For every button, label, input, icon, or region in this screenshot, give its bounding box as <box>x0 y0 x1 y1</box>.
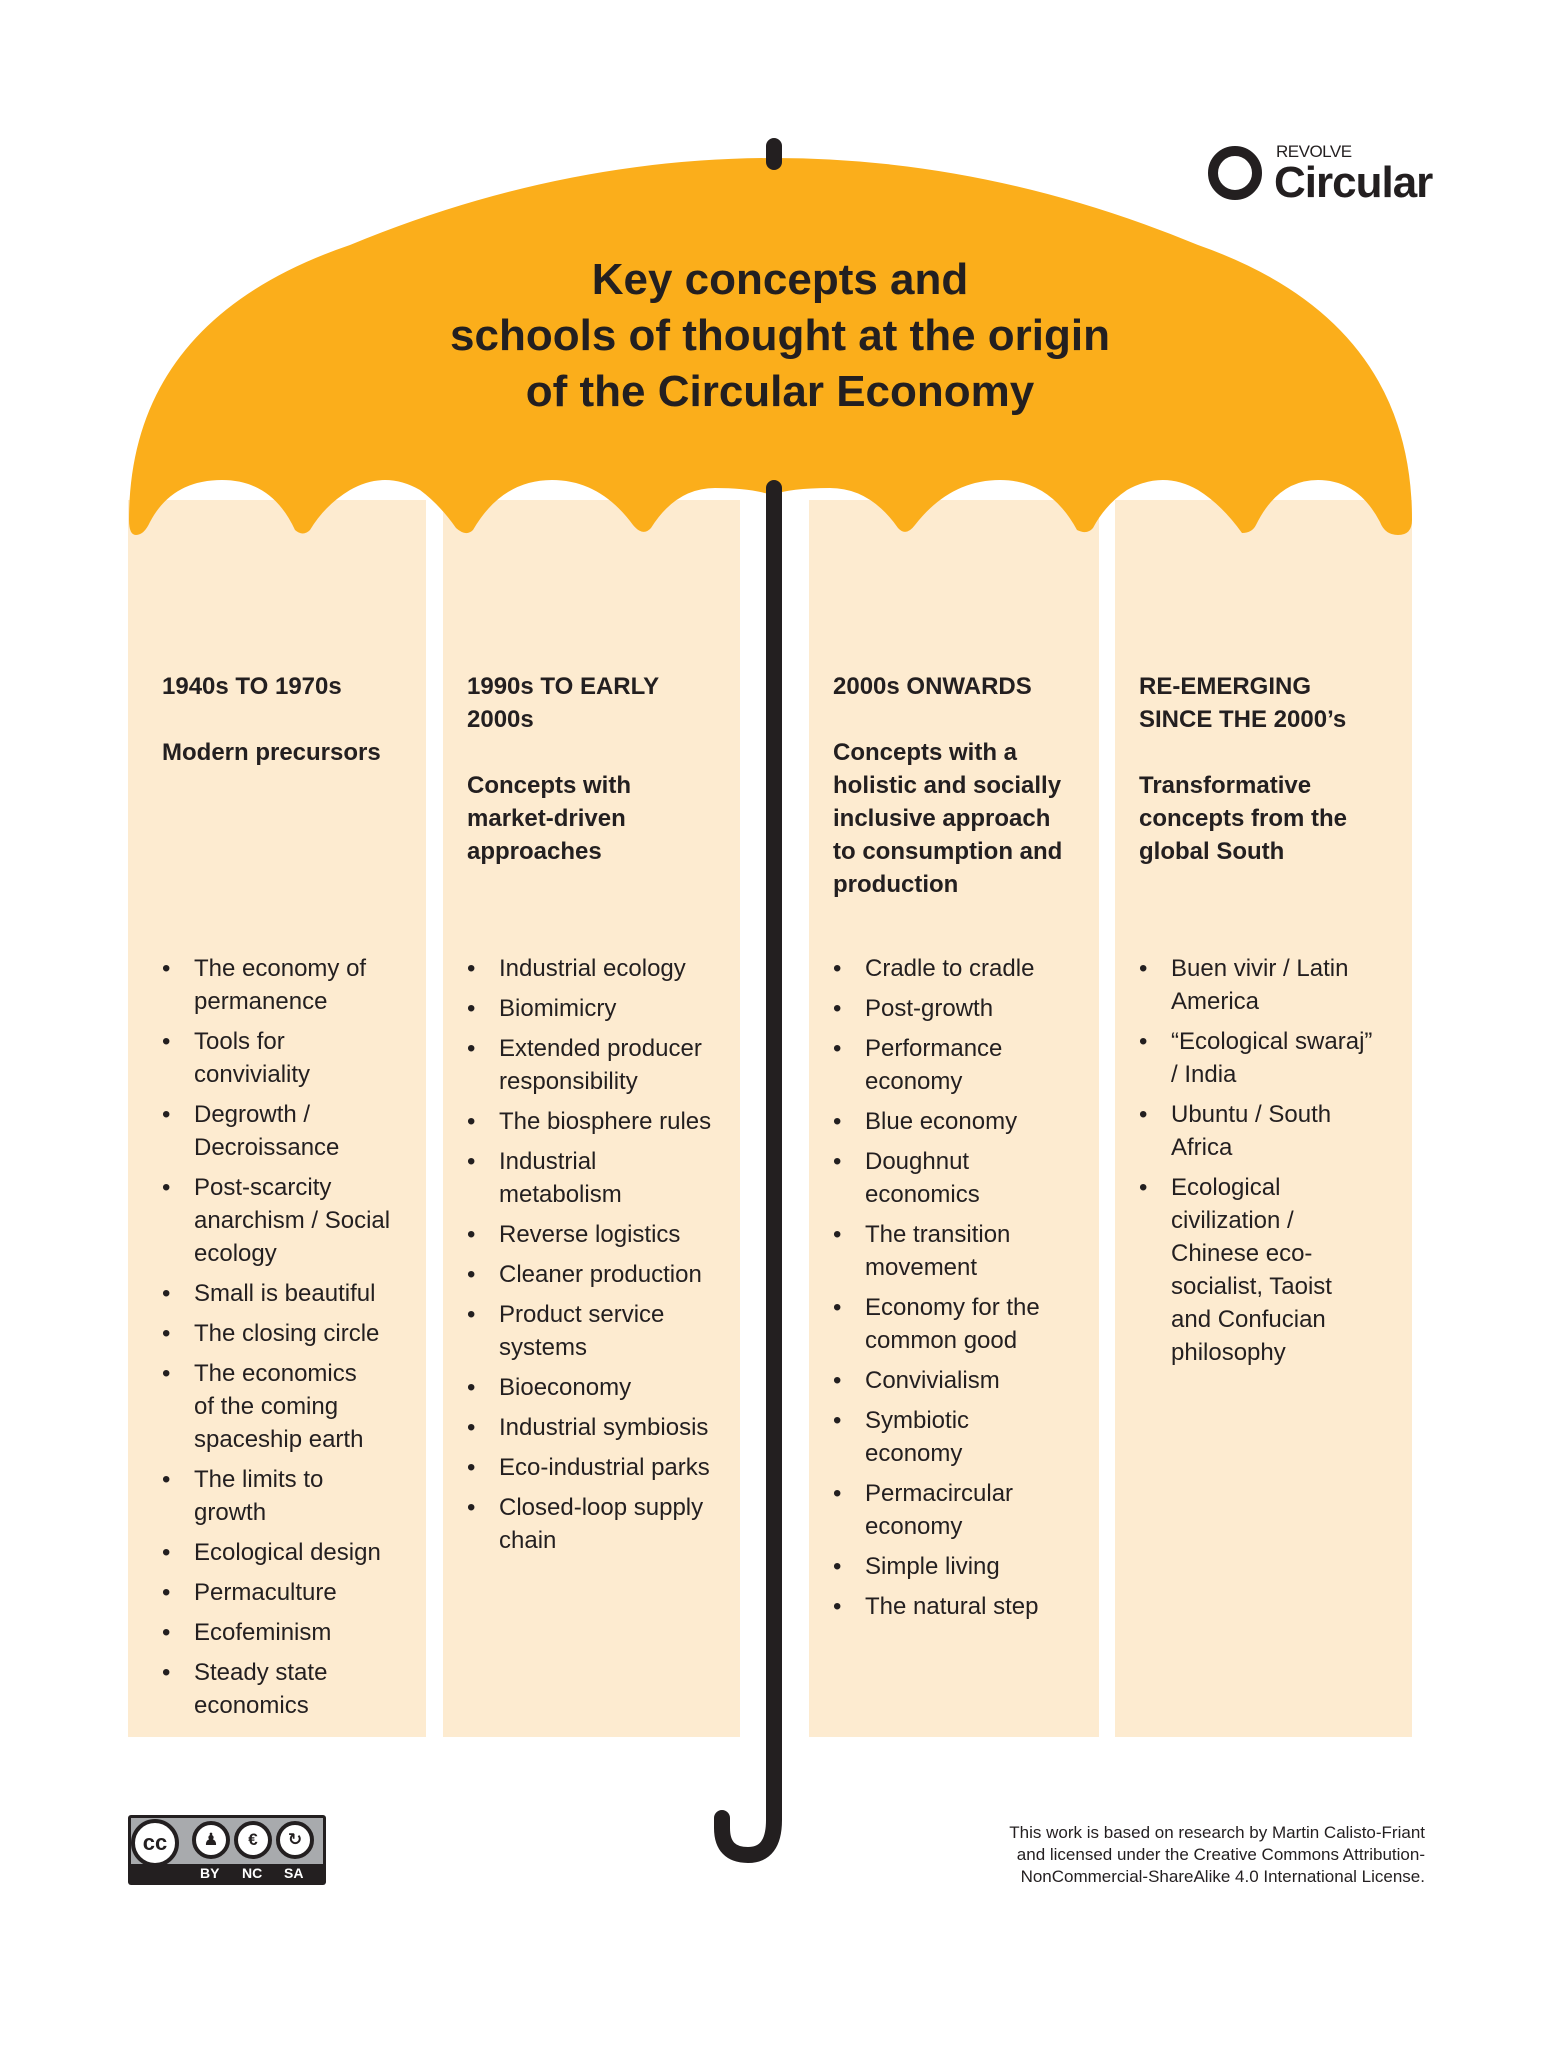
concept-item <box>833 1404 1040 1470</box>
concept-item <box>162 1277 390 1310</box>
heading-line: to consumption and <box>833 838 1063 865</box>
heading-line: approaches <box>467 838 602 865</box>
concept-item <box>467 1491 711 1557</box>
concept-line: Decroissance <box>194 1134 340 1161</box>
cc-icon: cc <box>131 1819 179 1867</box>
bullet-icon: • <box>1139 955 1148 982</box>
bullet-icon: • <box>162 1659 171 1686</box>
concept-line: Degrowth / <box>194 1101 311 1128</box>
bullet-icon: • <box>162 1579 171 1606</box>
concept-item <box>162 1025 390 1091</box>
concept-item <box>467 1105 711 1138</box>
concept-line: Permacircular <box>865 1480 1014 1507</box>
concept-line: anarchism / Social <box>194 1207 391 1234</box>
concept-line: and Confucian <box>1171 1306 1326 1333</box>
bullet-icon: • <box>833 1480 842 1507</box>
concept-line: ecology <box>194 1240 277 1267</box>
page-title: Key concepts and schools of thought at the origin of the Circular Economy <box>450 255 1110 416</box>
concept-line: Economy for the <box>865 1294 1040 1321</box>
concept-line: Industrial ecology <box>499 955 686 982</box>
heading-line: Modern precursors <box>162 739 381 766</box>
concept-line: Buen vivir / Latin <box>1171 955 1349 982</box>
concept-item <box>162 1576 390 1609</box>
concept-line: philosophy <box>1171 1339 1286 1366</box>
concept-line: economy <box>865 1440 963 1467</box>
bullet-icon: • <box>833 1294 842 1321</box>
bullet-icon: • <box>467 1035 476 1062</box>
bullet-icon: • <box>467 1221 476 1248</box>
bullet-icon: • <box>1139 1101 1148 1128</box>
cc-license-badge <box>128 1815 326 1885</box>
concept-line: permanence <box>194 988 328 1015</box>
concept-item <box>162 1171 390 1270</box>
bullet-icon: • <box>833 1108 842 1135</box>
bullet-icon: • <box>467 1148 476 1175</box>
concept-item <box>467 1371 711 1404</box>
concept-line: movement <box>865 1254 978 1281</box>
concept-item <box>833 1145 1040 1211</box>
bullet-icon: • <box>833 995 842 1022</box>
concept-line: Cradle to cradle <box>865 955 1035 982</box>
bullet-icon: • <box>162 1360 171 1387</box>
bullet-icon: • <box>162 1619 171 1646</box>
revolve-circular-logo <box>1208 140 1438 210</box>
heading-line: Concepts with a <box>833 739 1018 766</box>
column-period <box>1139 670 1401 736</box>
column-heading <box>162 736 417 769</box>
column-1940s <box>162 670 417 1719</box>
concept-line: conviviality <box>194 1061 311 1088</box>
concept-line: Post-scarcity <box>194 1174 332 1201</box>
heading-line: global South <box>1139 838 1285 865</box>
concept-line: Ecological <box>1171 1174 1281 1201</box>
concept-line: Tools for <box>194 1028 285 1055</box>
column-1990s <box>467 670 729 1554</box>
bullet-icon: • <box>162 1539 171 1566</box>
concept-line: spaceship earth <box>194 1426 364 1453</box>
concept-item <box>467 1411 711 1444</box>
heading-line: Concepts with <box>467 772 632 799</box>
concept-list <box>162 952 390 1729</box>
bullet-icon: • <box>467 1414 476 1441</box>
concept-line: Industrial symbiosis <box>499 1414 709 1441</box>
concept-item <box>833 1364 1040 1397</box>
concept-item <box>162 1656 390 1722</box>
bullet-icon: • <box>467 995 476 1022</box>
concept-list <box>467 952 711 1564</box>
concept-item <box>467 1032 711 1098</box>
concept-line: economy <box>865 1513 963 1540</box>
concept-line: Eco-industrial parks <box>499 1454 710 1481</box>
concept-item <box>833 992 1040 1025</box>
heading-line: concepts from the <box>1139 805 1348 832</box>
cc-label-sa: SA <box>284 1865 304 1881</box>
column-heading <box>833 736 1095 901</box>
concept-item <box>467 952 711 985</box>
concept-item <box>1139 1098 1372 1164</box>
concept-line: Simple living <box>865 1553 1000 1580</box>
concept-line: Performance <box>865 1035 1003 1062</box>
bullet-icon: • <box>467 955 476 982</box>
bullet-icon: • <box>467 1301 476 1328</box>
concept-item <box>162 1317 390 1350</box>
concept-line: / India <box>1171 1061 1237 1088</box>
concept-item <box>162 1098 390 1164</box>
bullet-icon: • <box>467 1374 476 1401</box>
column-period <box>467 670 729 736</box>
concept-line: Extended producer <box>499 1035 702 1062</box>
concept-line: chain <box>499 1527 557 1554</box>
bullet-icon: • <box>162 1028 171 1055</box>
noncommercial-icon: € <box>234 1821 272 1859</box>
concept-item <box>833 1032 1040 1098</box>
concept-item <box>833 952 1040 985</box>
concept-line: Small is beautiful <box>194 1280 376 1307</box>
concept-item <box>162 1463 390 1529</box>
concept-item <box>467 1258 711 1291</box>
concept-line: Chinese eco- <box>1171 1240 1313 1267</box>
concept-line: Ubuntu / South <box>1171 1101 1332 1128</box>
concept-item <box>833 1105 1040 1138</box>
column-heading <box>1139 769 1401 868</box>
heading-line: production <box>833 871 959 898</box>
concept-line: Permaculture <box>194 1579 337 1606</box>
concept-line: The economy of <box>194 955 367 982</box>
concept-item <box>833 1550 1040 1583</box>
bullet-icon: • <box>833 955 842 982</box>
concept-line: socialist, Taoist <box>1171 1273 1332 1300</box>
concept-line: growth <box>194 1499 267 1526</box>
heading-line: holistic and socially <box>833 772 1062 799</box>
concept-line: Bioeconomy <box>499 1374 632 1401</box>
concept-line: economy <box>865 1068 963 1095</box>
bullet-icon: • <box>467 1108 476 1135</box>
concept-line: “Ecological swaraj” <box>1171 1028 1373 1055</box>
bullet-icon: • <box>833 1221 842 1248</box>
concept-item <box>162 1616 390 1649</box>
bullet-icon: • <box>833 1593 842 1620</box>
concept-line: responsibility <box>499 1068 638 1095</box>
column-period <box>833 670 1095 703</box>
concept-line: The closing circle <box>194 1320 380 1347</box>
logo-small-text: REVOLVE <box>1276 142 1352 161</box>
attribution-icon: ♟ <box>192 1821 230 1859</box>
heading-line: inclusive approach <box>833 805 1051 832</box>
bullet-icon: • <box>162 1466 171 1493</box>
concept-item <box>467 1451 711 1484</box>
concept-line: metabolism <box>499 1181 622 1208</box>
period-line: 1940s TO 1970s <box>162 673 342 700</box>
cc-label-nc: NC <box>242 1865 263 1881</box>
sharealike-icon: ↻ <box>276 1821 314 1859</box>
concept-line: America <box>1171 988 1260 1015</box>
bullet-icon: • <box>162 1280 171 1307</box>
concept-item <box>833 1218 1040 1284</box>
concept-line: Biomimicry <box>499 995 617 1022</box>
concept-item <box>162 1536 390 1569</box>
bullet-icon: • <box>162 1174 171 1201</box>
column-2000s <box>833 670 1095 1620</box>
concept-item <box>467 1218 711 1251</box>
concept-item <box>1139 1171 1372 1369</box>
bullet-icon: • <box>467 1454 476 1481</box>
concept-line: Product service <box>499 1301 665 1328</box>
concept-line: of the coming <box>194 1393 339 1420</box>
bullet-icon: • <box>833 1407 842 1434</box>
concept-item <box>467 1145 711 1211</box>
bullet-icon: • <box>467 1494 476 1521</box>
concept-line: Reverse logistics <box>499 1221 681 1248</box>
bullet-icon: • <box>162 955 171 982</box>
concept-item <box>833 1477 1040 1543</box>
concept-line: The transition <box>865 1221 1011 1248</box>
concept-line: Industrial <box>499 1148 597 1175</box>
concept-line: Doughnut <box>865 1148 970 1175</box>
license-credit: This work is based on research by Martin Calisto-Friant and licensed under the Creative Commons Attribution- NonCommercial-ShareAlike 4.0 International License. <box>1009 1823 1425 1886</box>
period-line: 2000s ONWARDS <box>833 673 1032 700</box>
concept-line: common good <box>865 1327 1018 1354</box>
logo-big-text: Circular <box>1274 158 1433 207</box>
bullet-icon: • <box>833 1148 842 1175</box>
concept-item <box>162 952 390 1018</box>
concept-line: Steady state <box>194 1659 328 1686</box>
concept-list <box>833 952 1040 1630</box>
concept-item <box>833 1590 1040 1623</box>
concept-line: The biosphere rules <box>499 1108 712 1135</box>
concept-line: Convivialism <box>865 1367 1000 1394</box>
concept-item <box>467 992 711 1025</box>
concept-item <box>833 1291 1040 1357</box>
concept-line: Blue economy <box>865 1108 1018 1135</box>
concept-line: economics <box>865 1181 980 1208</box>
concept-line: Symbiotic <box>865 1407 970 1434</box>
period-line: 1990s TO EARLY <box>467 673 660 700</box>
bullet-icon: • <box>833 1035 842 1062</box>
heading-line: market-driven <box>467 805 626 832</box>
concept-line: Africa <box>1171 1134 1233 1161</box>
concept-item <box>162 1357 390 1456</box>
concept-line: civilization / <box>1171 1207 1294 1234</box>
bullet-icon: • <box>162 1101 171 1128</box>
bullet-icon: • <box>833 1367 842 1394</box>
period-line: 2000s <box>467 706 534 733</box>
concept-line: systems <box>499 1334 588 1361</box>
bullet-icon: • <box>162 1320 171 1347</box>
concept-line: The economics <box>194 1360 357 1387</box>
concept-line: Ecofeminism <box>194 1619 332 1646</box>
concept-item <box>467 1298 711 1364</box>
concept-line: Closed-loop supply <box>499 1494 704 1521</box>
bullet-icon: • <box>1139 1174 1148 1201</box>
concept-line: Ecological design <box>194 1539 381 1566</box>
bullet-icon: • <box>1139 1028 1148 1055</box>
logo-ring-icon <box>1208 146 1262 200</box>
bullet-icon: • <box>833 1553 842 1580</box>
concept-line: The natural step <box>865 1593 1039 1620</box>
cc-label-by: BY <box>200 1865 220 1881</box>
heading-line: Transformative <box>1139 772 1312 799</box>
column-period <box>162 670 417 703</box>
column-re-emerging <box>1139 670 1401 1366</box>
concept-item <box>1139 952 1372 1018</box>
concept-list <box>1139 952 1372 1376</box>
concept-item <box>1139 1025 1372 1091</box>
period-line: SINCE THE 2000’s <box>1139 706 1347 733</box>
concept-line: The limits to <box>194 1466 324 1493</box>
bullet-icon: • <box>467 1261 476 1288</box>
column-heading <box>467 769 729 868</box>
concept-line: Cleaner production <box>499 1261 702 1288</box>
concept-line: Post-growth <box>865 995 994 1022</box>
concept-line: economics <box>194 1692 309 1719</box>
period-line: RE-EMERGING <box>1139 673 1312 700</box>
